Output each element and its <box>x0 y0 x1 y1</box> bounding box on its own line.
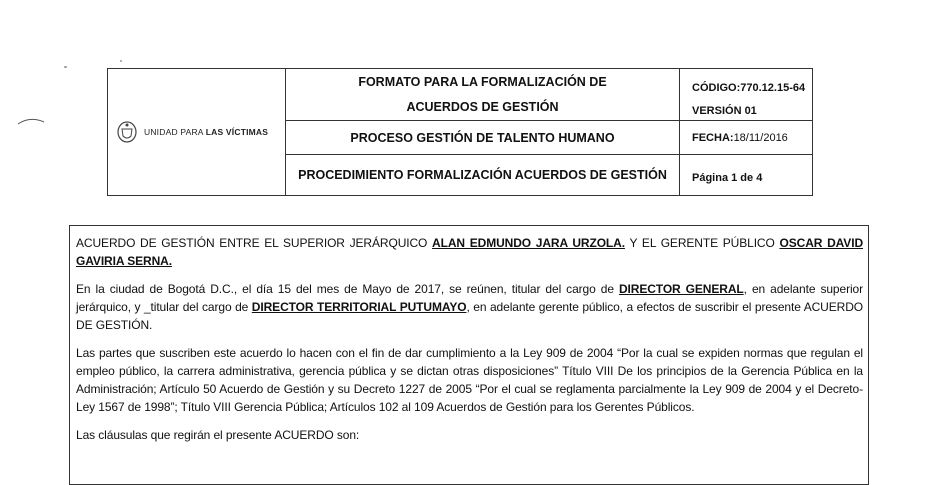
document-date: FECHA: 18/11/2016 <box>680 121 812 155</box>
meeting-paragraph: En la ciudad de Bogotá D.C., el día 15 del mes de Mayo de 2017, se reúnen, titular del cargo de DIRECTOR GENERAL, en adelante superior jerárquico, y _titular del cargo de DIRECTOR TERRITORIAL PUTUMAYO, en adelante gerente público, a efectos de suscribir el presente ACUERDO DE GESTIÓN. <box>76 282 863 332</box>
agreement-body <box>69 225 869 485</box>
logo-cell <box>108 69 286 195</box>
document-version: VERSIÓN 01 <box>692 105 757 117</box>
gerente-name: OSCAR DAVID GAVIRIA SERNA. <box>76 236 864 268</box>
scan-speck <box>120 60 122 62</box>
scan-speck <box>64 66 67 68</box>
clauses-intro: Las cláusulas que regirán el presente ACUERDO son: <box>76 428 360 442</box>
code-version-cell <box>680 69 812 121</box>
logo-text: UNIDAD PARA LAS VÍCTIMAS <box>144 127 269 137</box>
document-code: CÓDIGO:770.12.15-64 <box>692 82 806 94</box>
document-header-table <box>107 68 813 196</box>
coat-of-arms-icon <box>116 120 138 144</box>
procedure-name: PROCEDIMIENTO FORMALIZACIÓN ACUERDOS DE GESTIÓN <box>286 155 680 195</box>
agreement-heading: ACUERDO DE GESTIÓN ENTRE EL SUPERIOR JERÁRQUICO ALAN EDMUNDO JARA URZOLA. Y EL GERENTE PÚBLICO OSCAR DAVID GAVIRIA SERNA. <box>76 236 864 268</box>
gerente-cargo: DIRECTOR TERRITORIAL PUTUMAYO <box>251 300 467 314</box>
process-name: PROCESO GESTIÓN DE TALENTO HUMANO <box>286 121 680 155</box>
title-line-2: ACUERDOS DE GESTIÓN <box>406 99 559 114</box>
page-number: Página 1 de 4 <box>692 172 763 184</box>
scan-mark <box>16 114 46 128</box>
document-title <box>286 69 680 121</box>
superior-name: ALAN EDMUNDO JARA URZOLA. <box>432 236 625 250</box>
superior-cargo: DIRECTOR GENERAL <box>618 282 744 296</box>
title-line-1: FORMATO PARA LA FORMALIZACIÓN DE <box>358 74 607 89</box>
legal-basis-paragraph: Las partes que suscriben este acuerdo lo hacen con el fin de dar cumplimiento a la Ley 909 de 2004 “Por la cual se expiden normas que regulan el empleo público, la carrera administrativa, gerencia pública y se dictan otras disposiciones” Título VIII De los principios de la Gerencia Pública en la Administración; Artículo 50 Acuerdo de Gestión y su Decreto 1227 de 2005 “Por el cual se reglamenta parcialmente la Ley 909 de 2004 y el Decreto-Ley 1567 de 1998”; Título VIII Gerencia Pública; Artículos 102 al 109 Acuerdos de Gestión para los Gerentes Públicos. <box>76 346 863 414</box>
